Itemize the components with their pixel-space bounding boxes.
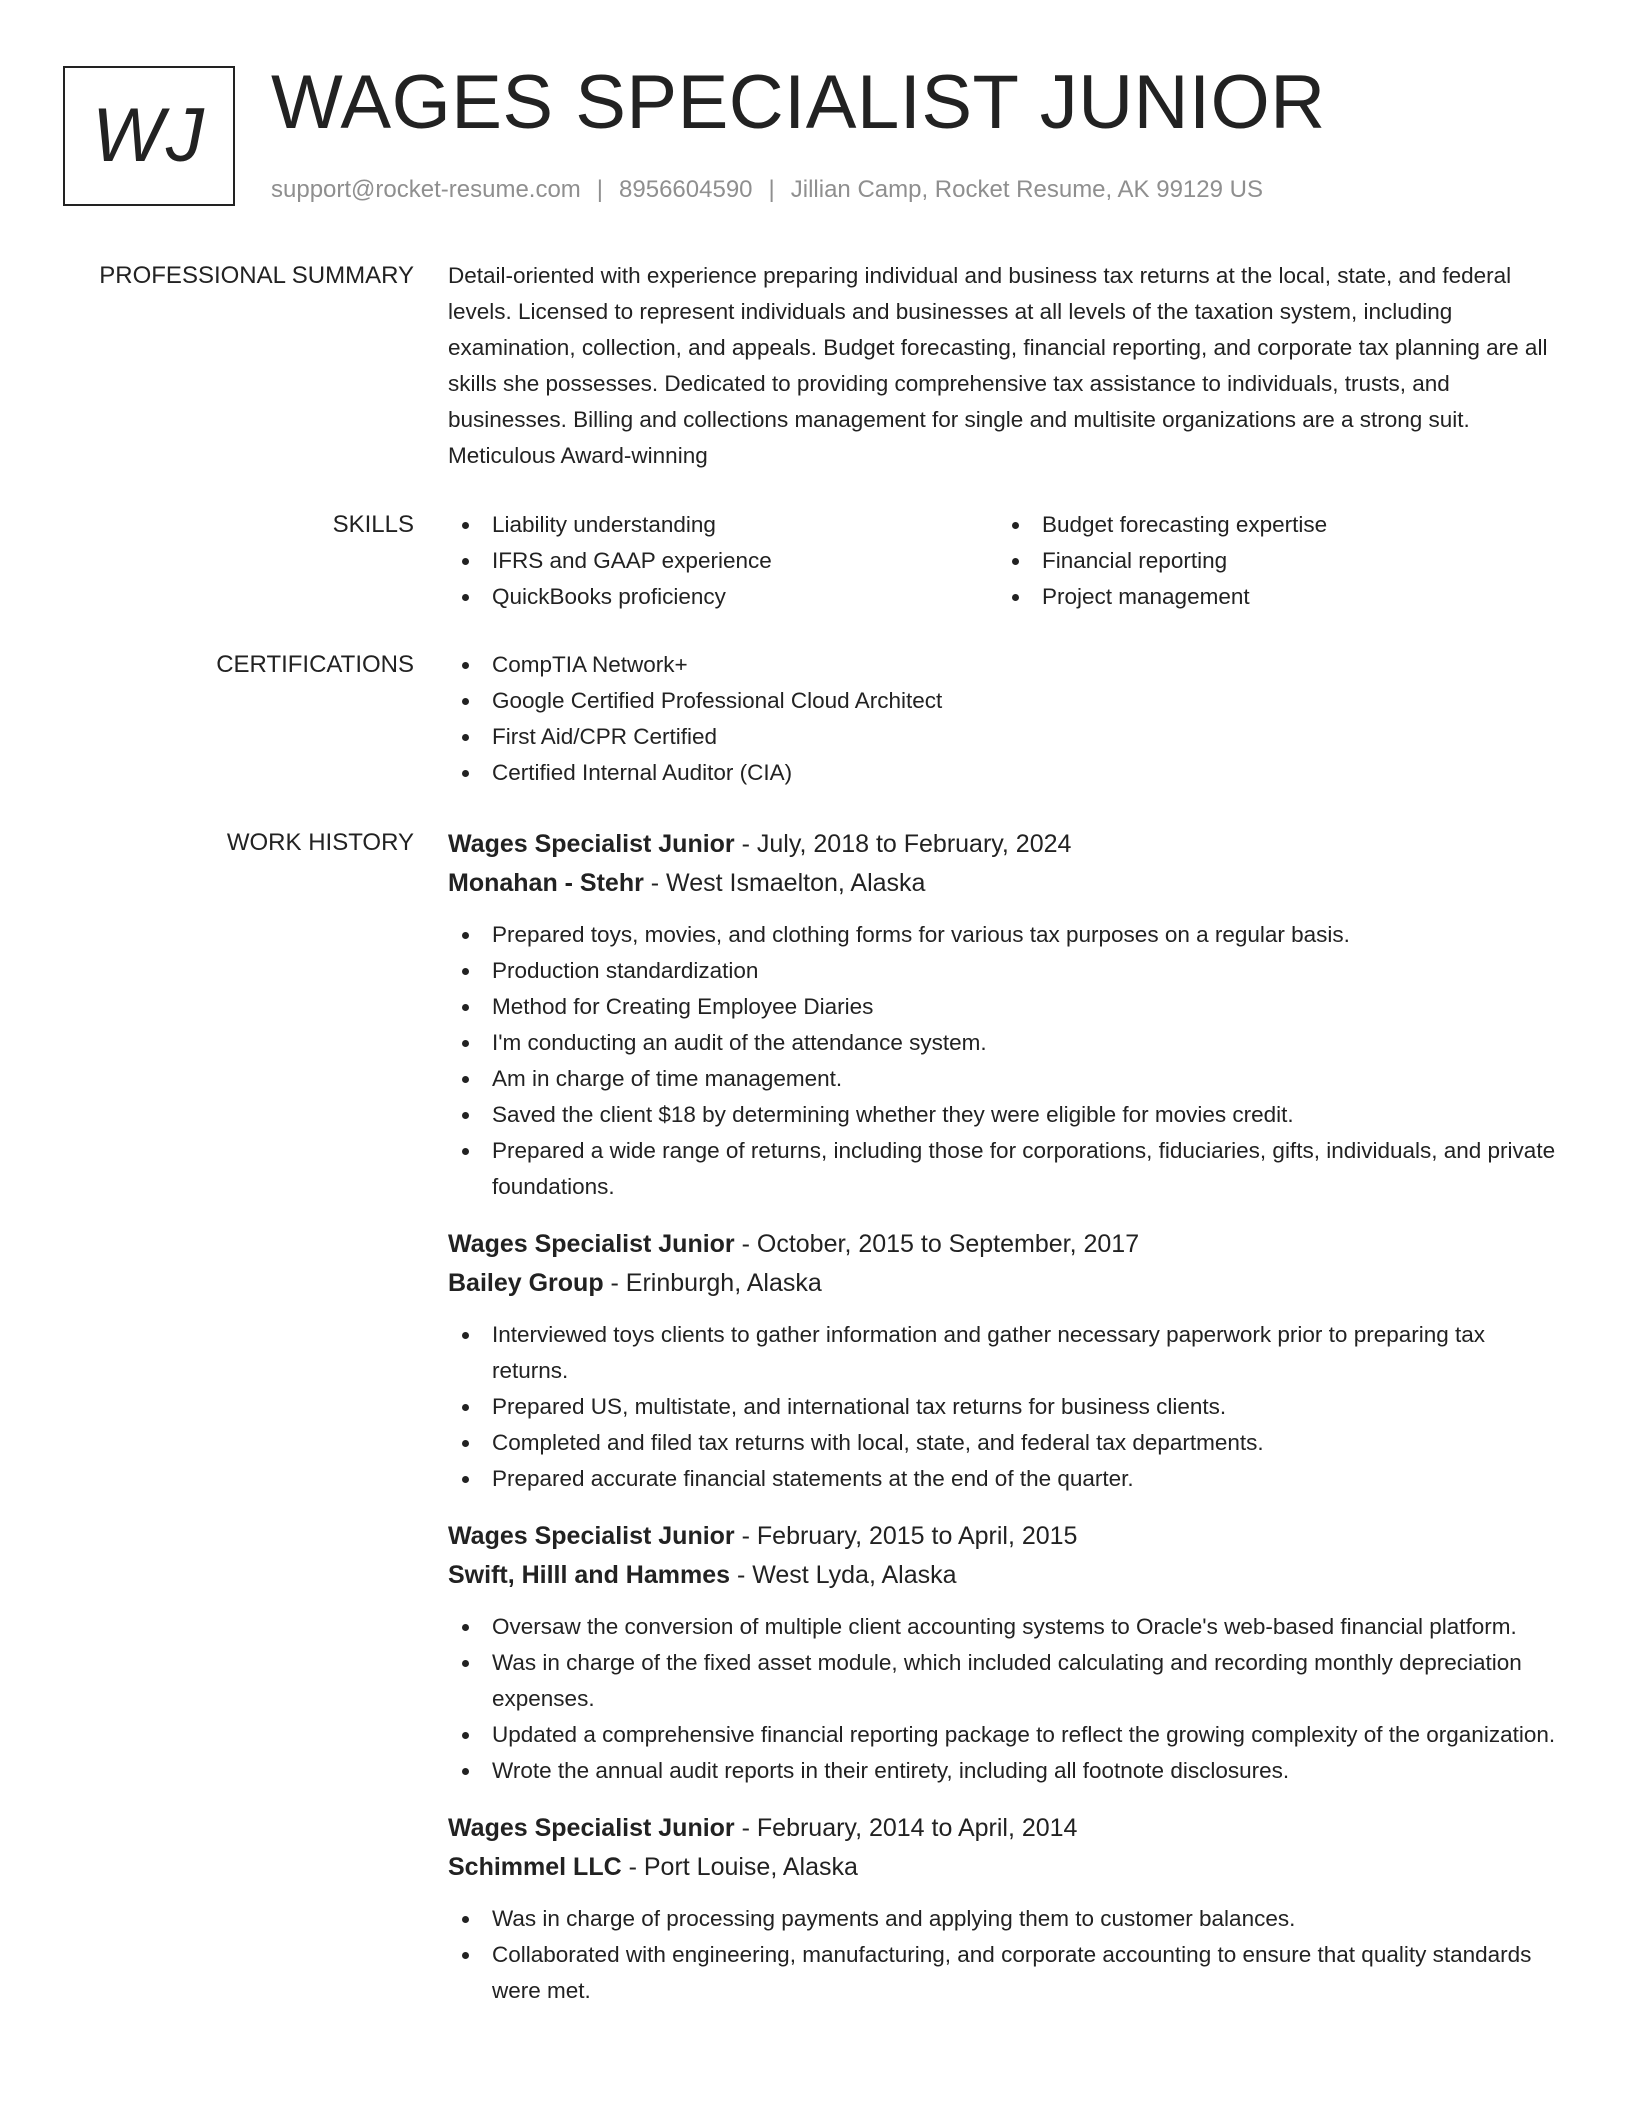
job-title-line: [448, 825, 1566, 864]
contact-phone: 8956604590: [619, 176, 753, 203]
job-company: Bailey Group: [448, 1269, 604, 1297]
skills-body: [448, 507, 1566, 615]
job-dates: - February, 2015 to April, 2015: [734, 1522, 1078, 1550]
job-company-line: [448, 1848, 1566, 1887]
skill-item: IFRS and GAAP experience: [448, 543, 998, 579]
job-bullet: Wrote the annual audit reports in their entirety, including all footnote disclosures.: [448, 1753, 1566, 1789]
job-bullet: Am in charge of time management.: [448, 1061, 1566, 1097]
job-bullet: Prepared US, multistate, and international tax returns for business clients.: [448, 1389, 1566, 1425]
certifications-body: [448, 647, 1566, 791]
contact-address: Jillian Camp, Rocket Resume, AK 99129 US: [790, 176, 1263, 203]
monogram-initials: WJ: [92, 93, 206, 178]
job-bullet: Method for Creating Employee Diaries: [448, 989, 1566, 1025]
candidate-name: WAGES SPECIALIST JUNIOR: [271, 60, 1326, 145]
job-bullet: Saved the client $18 by determining whether they were eligible for movies credit.: [448, 1097, 1566, 1133]
job-location: - Erinburgh, Alaska: [603, 1269, 822, 1297]
job-bullet: Was in charge of processing payments and applying them to customer balances.: [448, 1901, 1566, 1937]
skill-item: Project management: [998, 579, 1548, 615]
skill-item: Liability understanding: [448, 507, 998, 543]
certification-item: First Aid/CPR Certified: [448, 719, 1566, 755]
job-dates: - February, 2014 to April, 2014: [734, 1814, 1078, 1842]
job-bullet: I'm conducting an audit of the attendance system.: [448, 1025, 1566, 1061]
job-bullet: Prepared accurate financial statements at the end of the quarter.: [448, 1461, 1566, 1497]
job-bullet: Prepared toys, movies, and clothing forms for various tax purposes on a regular basis.: [448, 917, 1566, 953]
job-entry: [448, 825, 1566, 1205]
contact-separator: |: [596, 176, 604, 203]
certifications-heading: CERTIFICATIONS: [216, 651, 414, 678]
job-bullet: Interviewed toys clients to gather information and gather necessary paperwork prior to preparing tax returns.: [448, 1317, 1566, 1389]
certification-item: CompTIA Network+: [448, 647, 1566, 683]
summary-text: Detail-oriented with experience preparing individual and business tax returns at the local, state, and federal levels. Licensed to represent individuals and businesses at all levels of the taxation system, including examination, collection, and appeals. Budget forecasting, financial reporting, and corporate tax planning are all skills she possesses. Dedicated to providing comprehensive tax assistance to individuals, trusts, and businesses. Billing and collections management for single and multisite organizations are a strong suit. Meticulous Award-winning: [448, 263, 1548, 468]
job-bullet: Production standardization: [448, 953, 1566, 989]
work-history-body: [448, 825, 1566, 2029]
job-bullet: Updated a comprehensive financial reporting package to reflect the growing complexity of the organization.: [448, 1717, 1566, 1753]
job-bullets: [448, 1317, 1566, 1497]
job-location: - West Ismaelton, Alaska: [643, 869, 926, 897]
job-title: Wages Specialist Junior: [448, 1230, 735, 1258]
job-title: Wages Specialist Junior: [448, 1522, 735, 1550]
job-company-line: [448, 1264, 1566, 1303]
job-bullet: Oversaw the conversion of multiple client accounting systems to Oracle's web-based financial platform.: [448, 1609, 1566, 1645]
job-bullets: [448, 1901, 1566, 2009]
summary-heading: PROFESSIONAL SUMMARY: [99, 262, 414, 289]
skill-item: Financial reporting: [998, 543, 1548, 579]
job-entry: [448, 1225, 1566, 1497]
work-history-heading: WORK HISTORY: [226, 829, 414, 856]
job-bullets: [448, 1609, 1566, 1789]
skill-item: QuickBooks proficiency: [448, 579, 998, 615]
job-location: - Port Louise, Alaska: [621, 1853, 858, 1881]
job-entry: [448, 1517, 1566, 1789]
job-company-line: [448, 864, 1566, 903]
job-company: Schimmel LLC: [448, 1853, 622, 1881]
job-company: Monahan - Stehr: [448, 869, 644, 897]
job-company: Swift, Hilll and Hammes: [448, 1561, 731, 1589]
contact-separator: |: [768, 176, 775, 203]
job-dates: - October, 2015 to September, 2017: [734, 1230, 1140, 1258]
job-title: Wages Specialist Junior: [448, 830, 735, 858]
summary-body: [448, 258, 1566, 474]
job-dates: - July, 2018 to February, 2024: [734, 830, 1072, 858]
job-location: - West Lyda, Alaska: [730, 1561, 957, 1589]
job-entry: [448, 1809, 1566, 2009]
job-bullet: Prepared a wide range of returns, including those for corporations, fiduciaries, gifts, individuals, and private foundations.: [448, 1133, 1566, 1205]
contact-email: support@rocket-resume.com: [271, 176, 581, 203]
skills-heading: SKILLS: [332, 511, 414, 538]
skills-list-right: [998, 507, 1548, 615]
job-title-line: [448, 1809, 1566, 1848]
job-title: Wages Specialist Junior: [448, 1814, 735, 1842]
job-company-line: [448, 1556, 1566, 1595]
skill-item: Budget forecasting expertise: [998, 507, 1548, 543]
job-bullets: [448, 917, 1566, 1205]
certification-item: Certified Internal Auditor (CIA): [448, 755, 1566, 791]
skills-list-left: [448, 507, 998, 615]
job-bullet: Was in charge of the fixed asset module, which included calculating and recording monthly depreciation expenses.: [448, 1645, 1566, 1717]
job-bullet: Completed and filed tax returns with local, state, and federal tax departments.: [448, 1425, 1566, 1461]
job-title-line: [448, 1517, 1566, 1556]
job-title-line: [448, 1225, 1566, 1264]
certification-item: Google Certified Professional Cloud Architect: [448, 683, 1566, 719]
job-bullet: Collaborated with engineering, manufacturing, and corporate accounting to ensure that quality standards were met.: [448, 1937, 1566, 2009]
certifications-list: [448, 647, 1566, 791]
monogram-box: [63, 66, 235, 206]
contact-line: [271, 174, 1263, 206]
